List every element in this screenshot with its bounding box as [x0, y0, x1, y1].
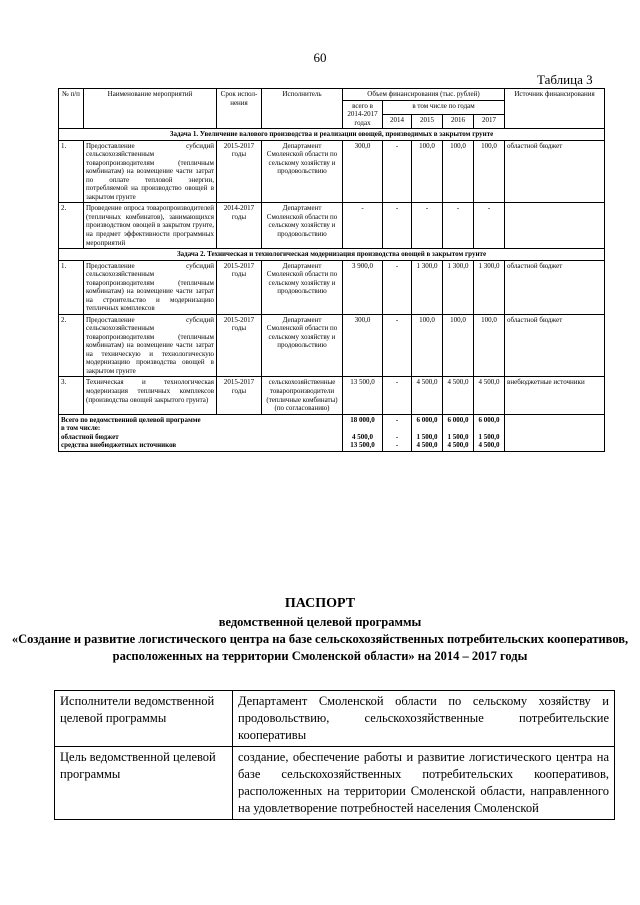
table-row: [59, 140, 605, 203]
row-2014: -: [383, 377, 412, 414]
summary-value: 13 500,0: [350, 441, 375, 450]
row-term: 2015-2017 годы: [217, 260, 262, 314]
table-row: [59, 203, 605, 249]
row-total: 13 500,0: [343, 377, 383, 414]
row-total: 300,0: [343, 140, 383, 203]
summary-value: 4 500,0: [447, 441, 469, 450]
row-2014: -: [383, 140, 412, 203]
row-executor: Департамент Смоленской области по сельскому хозяйству и продовольствию: [262, 203, 343, 249]
row-2017: 1 300,0: [474, 260, 505, 314]
row-name: Предоставление субсидий сельскохозяйственным товаропроизводителям (тепличным комбинатам) на возмещение части затрат по оплате тепловой энергии, потребляемой на производство овощей в закрытом грунте: [84, 140, 217, 203]
table-caption: Таблица 3: [537, 72, 593, 87]
summary-source: [505, 414, 605, 451]
summary-vneb-label: средства внебюджетных источников: [61, 441, 177, 450]
passport-table: [54, 690, 615, 820]
row-num: 3.: [59, 377, 84, 414]
summary-value: 18 000,0: [350, 415, 375, 424]
row-2014: -: [383, 314, 412, 377]
header-name: Наименование мероприятий: [84, 89, 217, 129]
row-name: Предоставление субсидий сельскохозяйственным товаропроизводителям (тепличным комбинатам) на возмещение части затрат на техническую и технологическую модернизацию производства овощей в закрытом грунте: [84, 314, 217, 377]
row-2017: -: [474, 203, 505, 249]
row-term: 2015-2017 годы: [217, 314, 262, 377]
summary-incl-label: в том числе:: [61, 424, 101, 433]
header-total: всего в 2014-2017 годах: [343, 100, 383, 129]
passport-row-value: создание, обеспечение работы и развитие логистического центра на базе сельскохозяйственных потребительских кооперативов, расположенных на территории Смоленской области, направленного на удовлетворение потребностей населения Смоленской: [233, 747, 615, 820]
header-volume: Объем финансирования (тыс. рублей): [343, 89, 505, 101]
row-name: Проведение опроса товаропроизводителей (тепличных комбинатов), занимающихся производством овощей в закрытом грунте, на предмет эффективности программных мероприятий: [84, 203, 217, 249]
header-2017: 2017: [474, 114, 505, 128]
row-2015: 4 500,0: [412, 377, 443, 414]
row-num: 2.: [59, 314, 84, 377]
summary-2014: [383, 414, 412, 451]
row-total: 300,0: [343, 314, 383, 377]
row-source: областной бюджет: [505, 260, 605, 314]
summary-total: [343, 414, 383, 451]
row-num: 2.: [59, 203, 84, 249]
passport-row-label: Исполнители ведомственной целевой программы: [55, 691, 233, 747]
row-source: [505, 203, 605, 249]
passport-subtitle-line1: ведомственной целевой программы: [218, 615, 422, 629]
row-2017: 4 500,0: [474, 377, 505, 414]
passport-subtitle-line2: «Создание и развитие логистического центра на базе сельскохозяйственных потребительских кооперативов, расположенных на территории Смоленской области» на 2014 – 2017 годы: [11, 632, 629, 663]
summary-labels: [59, 414, 343, 451]
row-name: Техническая и технологическая модернизация тепличных комплексов (производства овощей закрытого грунта): [84, 377, 217, 414]
header-2016: 2016: [443, 114, 474, 128]
summary-value: -: [395, 432, 399, 441]
row-term: 2015-2017 годы: [217, 377, 262, 414]
row-2016: 4 500,0: [443, 377, 474, 414]
table-row: [59, 377, 605, 414]
passport-row: [55, 691, 615, 747]
row-2014: -: [383, 260, 412, 314]
row-num: 1.: [59, 260, 84, 314]
task-2-heading: Задача 2. Техническая и технологическая модернизация производства овощей в закрытом грунте: [59, 249, 605, 261]
header-executor: Исполнитель: [262, 89, 343, 129]
summary-2015: [412, 414, 443, 451]
summary-2016: [443, 414, 474, 451]
table-row: [59, 314, 605, 377]
summary-value: 6 000,0: [447, 415, 469, 424]
row-2015: -: [412, 203, 443, 249]
funding-table: [58, 88, 605, 452]
summary-value: 1 500,0: [478, 432, 500, 441]
passport-row-label: Цель ведомственной целевой программы: [55, 747, 233, 820]
summary-total-label: Всего по ведомственной целевой программе: [61, 415, 201, 424]
header-2014: 2014: [383, 114, 412, 128]
header-term: Срок испол-нения: [217, 89, 262, 129]
row-executor: сельскохозяйственные товаропроизводители (тепличные комбинаты) (по согласованию): [262, 377, 343, 414]
row-term: 2014-2017 годы: [217, 203, 262, 249]
summary-2017: [474, 414, 505, 451]
summary-value: 1 500,0: [416, 432, 438, 441]
summary-value: -: [395, 441, 399, 450]
header-by-years: в том числе по годам: [383, 100, 505, 114]
task-1-heading: Задача 1. Увеличение валового производства и реализации овощей, производимых в закрытом грунте: [59, 129, 605, 141]
row-num: 1.: [59, 140, 84, 203]
row-source: внебюджетные источники: [505, 377, 605, 414]
summary-value: 4 500,0: [352, 432, 373, 441]
row-executor: Департамент Смоленской области по сельскому хозяйству и продовольствию: [262, 260, 343, 314]
row-2016: 100,0: [443, 140, 474, 203]
table-row: [59, 260, 605, 314]
row-2017: 100,0: [474, 140, 505, 203]
summary-value: 6 000,0: [416, 415, 438, 424]
row-2015: 1 300,0: [412, 260, 443, 314]
passport-row: [55, 747, 615, 820]
header-num: № п/п: [59, 89, 84, 129]
summary-value: 4 500,0: [416, 441, 438, 450]
passport-subtitle: [0, 614, 640, 665]
row-name: Предоставление субсидий сельскохозяйственным товаропроизводителям (тепличным комбинатам) на возмещение части затрат на строительство и модернизацию тепличных комплексов: [84, 260, 217, 314]
passport-row-value: Департамент Смоленской области по сельскому хозяйству и продовольствию, сельскохозяйственные потребительские кооперативы: [233, 691, 615, 747]
summary-value: 1 500,0: [447, 432, 469, 441]
passport-title: ПАСПОРТ: [284, 596, 356, 611]
row-2016: -: [443, 203, 474, 249]
header-2015: 2015: [412, 114, 443, 128]
summary-value: 6 000,0: [478, 415, 500, 424]
row-2017: 100,0: [474, 314, 505, 377]
row-source: областной бюджет: [505, 314, 605, 377]
summary-row: [59, 414, 605, 451]
row-source: областной бюджет: [505, 140, 605, 203]
row-total: -: [343, 203, 383, 249]
summary-value: 4 500,0: [478, 441, 500, 450]
page-number: 60: [313, 50, 327, 65]
row-executor: Департамент Смоленской области по сельскому хозяйству и продовольствию: [262, 140, 343, 203]
summary-obl-label: областной бюджет: [61, 432, 119, 441]
row-term: 2015-2017 годы: [217, 140, 262, 203]
row-total: 3 900,0: [343, 260, 383, 314]
summary-value: -: [395, 415, 399, 424]
row-executor: Департамент Смоленской области по сельскому хозяйству и продовольствию: [262, 314, 343, 377]
header-source: Источник финансирования: [505, 89, 605, 129]
row-2015: 100,0: [412, 314, 443, 377]
row-2014: -: [383, 203, 412, 249]
row-2015: 100,0: [412, 140, 443, 203]
row-2016: 100,0: [443, 314, 474, 377]
row-2016: 1 300,0: [443, 260, 474, 314]
